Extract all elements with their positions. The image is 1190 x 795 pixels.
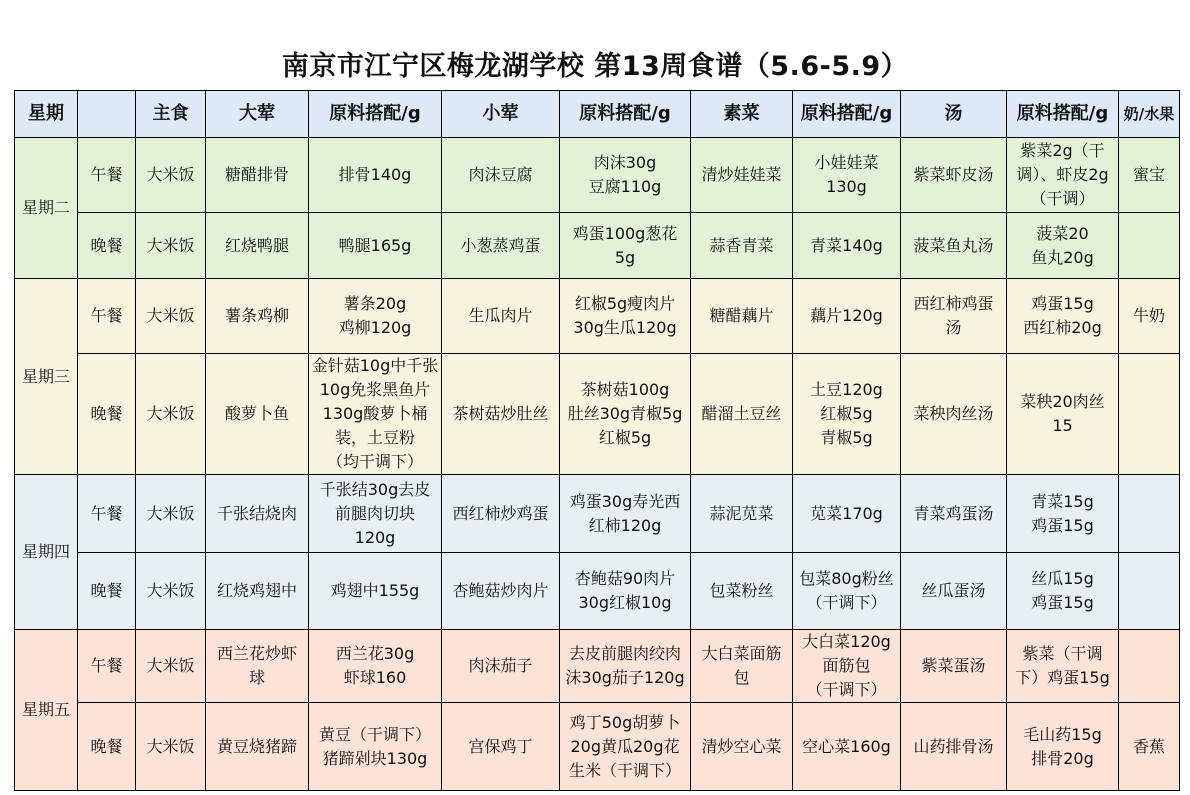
soup-ingredients-cell: 菠菜20 鱼丸20g	[1007, 213, 1119, 279]
small-meat-ingredients-cell: 杏鲍菇90肉片 30g红椒10g	[560, 553, 691, 630]
soup-cell: 青菜鸡蛋汤	[901, 475, 1007, 553]
staple-cell: 大米饭	[136, 630, 206, 703]
small-meat-ingredients-cell: 鸡蛋30g寿光西 红柿120g	[560, 475, 691, 553]
vegetable-ingredients-cell: 空心菜160g	[793, 703, 901, 791]
vegetable-cell: 清炒娃娃菜	[691, 138, 793, 213]
staple-cell: 大米饭	[136, 138, 206, 213]
header-big-meat: 大荤	[206, 91, 309, 138]
big-meat-cell: 红烧鸭腿	[206, 213, 309, 279]
vegetable-ingredients-cell: 小娃娃菜 130g	[793, 138, 901, 213]
vegetable-cell: 糖醋藕片	[691, 279, 793, 354]
vegetable-cell: 蒜泥苋菜	[691, 475, 793, 553]
soup-ingredients-cell: 毛山药15g 排骨20g	[1007, 703, 1119, 791]
vegetable-ingredients-cell: 包菜80g粉丝 （干调下）	[793, 553, 901, 630]
big-meat-cell: 薯条鸡柳	[206, 279, 309, 354]
small-meat-cell: 生瓜肉片	[442, 279, 560, 354]
small-meat-cell: 西红柿炒鸡蛋	[442, 475, 560, 553]
staple-cell: 大米饭	[136, 354, 206, 475]
soup-cell: 丝瓜蛋汤	[901, 553, 1007, 630]
soup-ingredients-cell: 青菜15g 鸡蛋15g	[1007, 475, 1119, 553]
table-row	[15, 703, 1180, 791]
table-row	[15, 354, 1180, 475]
header-soup: 汤	[901, 91, 1007, 138]
header-vegetable-ingredients: 原料搭配/g	[793, 91, 901, 138]
header-meal	[78, 91, 136, 138]
big-meat-ingredients-cell: 鸡翅中155g	[309, 553, 442, 630]
milk-fruit-cell	[1119, 553, 1180, 630]
big-meat-ingredients-cell: 鸭腿165g	[309, 213, 442, 279]
small-meat-cell: 小葱蒸鸡蛋	[442, 213, 560, 279]
soup-ingredients-cell: 紫菜2g（干 调）、虾皮2g （干调）	[1007, 138, 1119, 213]
meal-cell: 晚餐	[78, 354, 136, 475]
staple-cell: 大米饭	[136, 703, 206, 791]
meal-cell: 晚餐	[78, 553, 136, 630]
big-meat-ingredients-cell: 黄豆（干调下） 猪蹄剁块130g	[309, 703, 442, 791]
vegetable-cell: 醋溜土豆丝	[691, 354, 793, 475]
vegetable-ingredients-cell: 土豆120g 红椒5g 青椒5g	[793, 354, 901, 475]
big-meat-ingredients-cell: 千张结30g去皮 前腿肉切块 120g	[309, 475, 442, 553]
milk-fruit-cell	[1119, 630, 1180, 703]
staple-cell: 大米饭	[136, 213, 206, 279]
soup-cell: 山药排骨汤	[901, 703, 1007, 791]
big-meat-cell: 酸萝卜鱼	[206, 354, 309, 475]
small-meat-ingredients-cell: 去皮前腿肉绞肉 沫30g茄子120g	[560, 630, 691, 703]
small-meat-cell: 肉沫茄子	[442, 630, 560, 703]
page-title: 南京市江宁区梅龙湖学校 第13周食谱（5.6-5.9）	[281, 51, 909, 82]
meal-cell: 午餐	[78, 138, 136, 213]
small-meat-ingredients-cell: 鸡蛋100g葱花 5g	[560, 213, 691, 279]
table-row	[15, 279, 1180, 354]
table-row	[15, 213, 1180, 279]
vegetable-ingredients-cell: 苋菜170g	[793, 475, 901, 553]
small-meat-ingredients-cell: 鸡丁50g胡萝卜 20g黄瓜20g花 生米（干调下）	[560, 703, 691, 791]
small-meat-cell: 宫保鸡丁	[442, 703, 560, 791]
header-day: 星期	[15, 91, 78, 138]
milk-fruit-cell	[1119, 475, 1180, 553]
soup-cell: 西红柿鸡蛋 汤	[901, 279, 1007, 354]
big-meat-cell: 糖醋排骨	[206, 138, 309, 213]
big-meat-ingredients-cell: 西兰花30g 虾球160	[309, 630, 442, 703]
vegetable-cell: 大白菜面筋 包	[691, 630, 793, 703]
soup-ingredients-cell: 丝瓜15g 鸡蛋15g	[1007, 553, 1119, 630]
menu-table	[14, 90, 1180, 791]
meal-cell: 午餐	[78, 475, 136, 553]
small-meat-cell: 肉沫豆腐	[442, 138, 560, 213]
milk-fruit-cell: 牛奶	[1119, 279, 1180, 354]
staple-cell: 大米饭	[136, 279, 206, 354]
table-row	[15, 475, 1180, 553]
table-row	[15, 138, 1180, 213]
small-meat-ingredients-cell: 茶树菇100g 肚丝30g青椒5g 红椒5g	[560, 354, 691, 475]
big-meat-cell: 西兰花炒虾 球	[206, 630, 309, 703]
small-meat-ingredients-cell: 肉沫30g 豆腐110g	[560, 138, 691, 213]
small-meat-cell: 茶树菇炒肚丝	[442, 354, 560, 475]
vegetable-ingredients-cell: 青菜140g	[793, 213, 901, 279]
milk-fruit-cell	[1119, 354, 1180, 475]
header-milk-fruit: 奶/水果	[1119, 91, 1180, 138]
vegetable-ingredients-cell: 藕片120g	[793, 279, 901, 354]
vegetable-cell: 蒜香青菜	[691, 213, 793, 279]
vegetable-cell: 包菜粉丝	[691, 553, 793, 630]
vegetable-cell: 清炒空心菜	[691, 703, 793, 791]
soup-cell: 菠菜鱼丸汤	[901, 213, 1007, 279]
milk-fruit-cell	[1119, 213, 1180, 279]
soup-cell: 紫菜蛋汤	[901, 630, 1007, 703]
header-staple: 主食	[136, 91, 206, 138]
big-meat-ingredients-cell: 排骨140g	[309, 138, 442, 213]
big-meat-cell: 黄豆烧猪蹄	[206, 703, 309, 791]
soup-cell: 菜秧肉丝汤	[901, 354, 1007, 475]
table-row	[15, 630, 1180, 703]
soup-ingredients-cell: 菜秧20肉丝 15	[1007, 354, 1119, 475]
vegetable-ingredients-cell: 大白菜120g 面筋包 （干调下）	[793, 630, 901, 703]
header-big-meat-ingredients: 原料搭配/g	[309, 91, 442, 138]
meal-cell: 晚餐	[78, 213, 136, 279]
small-meat-ingredients-cell: 红椒5g瘦肉片 30g生瓜120g	[560, 279, 691, 354]
soup-ingredients-cell: 紫菜（干调 下）鸡蛋15g	[1007, 630, 1119, 703]
header-soup-ingredients: 原料搭配/g	[1007, 91, 1119, 138]
day-cell: 星期五	[15, 630, 78, 791]
milk-fruit-cell: 蜜宝	[1119, 138, 1180, 213]
meal-cell: 晚餐	[78, 703, 136, 791]
header-small-meat: 小荤	[442, 91, 560, 138]
big-meat-cell: 红烧鸡翅中	[206, 553, 309, 630]
header-small-meat-ingredients: 原料搭配/g	[560, 91, 691, 138]
header-vegetable: 素菜	[691, 91, 793, 138]
staple-cell: 大米饭	[136, 553, 206, 630]
soup-ingredients-cell: 鸡蛋15g 西红柿20g	[1007, 279, 1119, 354]
day-cell: 星期三	[15, 279, 78, 475]
table-row	[15, 553, 1180, 630]
soup-cell: 紫菜虾皮汤	[901, 138, 1007, 213]
day-cell: 星期四	[15, 475, 78, 630]
day-cell: 星期二	[15, 138, 78, 279]
small-meat-cell: 杏鲍菇炒肉片	[442, 553, 560, 630]
header-row	[15, 91, 1180, 138]
staple-cell: 大米饭	[136, 475, 206, 553]
big-meat-ingredients-cell: 金针菇10g中千张 10g免浆黑鱼片 130g酸萝卜桶 装，土豆粉 （均干调下）	[309, 354, 442, 475]
big-meat-cell: 千张结烧肉	[206, 475, 309, 553]
milk-fruit-cell: 香蕉	[1119, 703, 1180, 791]
big-meat-ingredients-cell: 薯条20g 鸡柳120g	[309, 279, 442, 354]
meal-cell: 午餐	[78, 630, 136, 703]
meal-cell: 午餐	[78, 279, 136, 354]
